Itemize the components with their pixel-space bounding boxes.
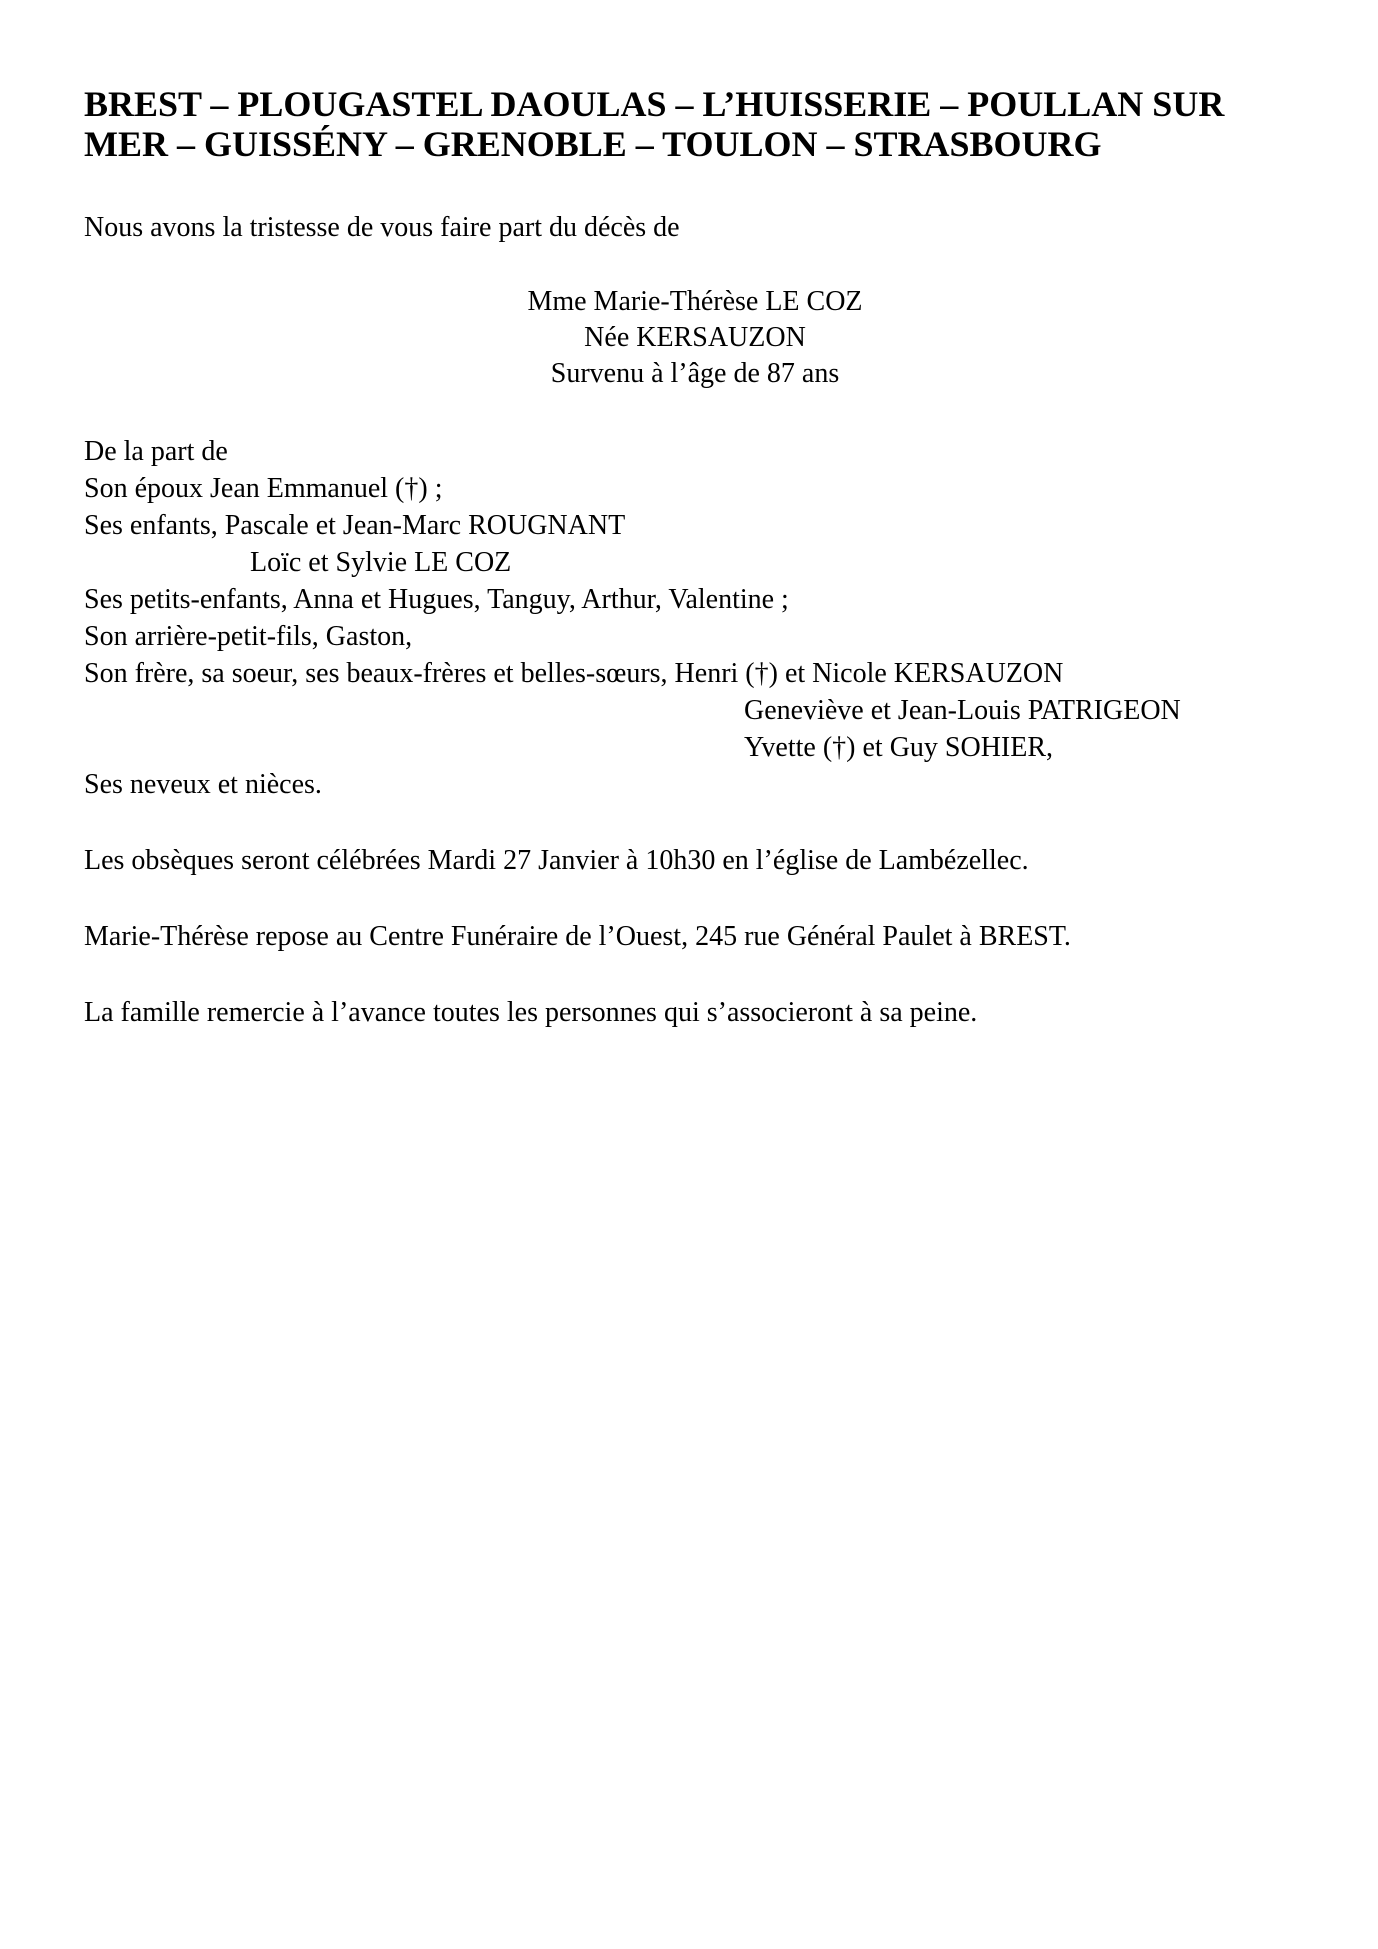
siblings-line-3: Yvette (†) et Guy SOHIER, xyxy=(744,732,1054,763)
funeral-text: Les obsèques seront célébrées Mardi 27 Janvier à 10h30 en l’église de Lambézellec. xyxy=(84,845,1029,876)
spouse-line: Son époux Jean Emmanuel (†) ; xyxy=(84,473,443,504)
location-heading xyxy=(84,84,1314,164)
location-heading-line-1: BREST – PLOUGASTEL DAOULAS – L’HUISSERIE – POULLAN SUR xyxy=(84,84,1225,124)
siblings-line-1: Son frère, sa soeur, ses beaux-frères et belles-sœurs, Henri (†) et Nicole KERSAUZON xyxy=(84,658,1064,689)
intro-text: Nous avons la tristesse de vous faire part du décès de xyxy=(84,212,680,243)
grandchildren-line: Ses petits-enfants, Anna et Hugues, Tanguy, Arthur, Valentine ; xyxy=(84,584,789,615)
siblings-line-2: Geneviève et Jean-Louis PATRIGEON xyxy=(744,695,1181,726)
location-heading-line-2: MER – GUISSÉNY – GRENOBLE – TOULON – STRASBOURG xyxy=(84,124,1102,164)
deceased-age: Survenu à l’âge de 87 ans xyxy=(550,358,840,389)
thanks-text: La famille remercie à l’avance toutes les personnes qui s’associeront à sa peine. xyxy=(84,997,978,1028)
children-line-2: Loïc et Sylvie LE COZ xyxy=(250,547,512,578)
deceased-birth-name: Née KERSAUZON xyxy=(584,322,806,353)
repose-text: Marie-Thérèse repose au Centre Funéraire de l’Ouest, 245 rue Général Paulet à BREST. xyxy=(84,921,1071,952)
great-grandchild-line: Son arrière-petit-fils, Gaston, xyxy=(84,621,413,652)
from-label: De la part de xyxy=(84,436,228,467)
children-line-1: Ses enfants, Pascale et Jean-Marc ROUGNANT xyxy=(84,510,626,541)
deceased-name: Mme Marie-Thérèse LE COZ xyxy=(527,286,863,317)
nephews-line: Ses neveux et nièces. xyxy=(84,769,322,800)
